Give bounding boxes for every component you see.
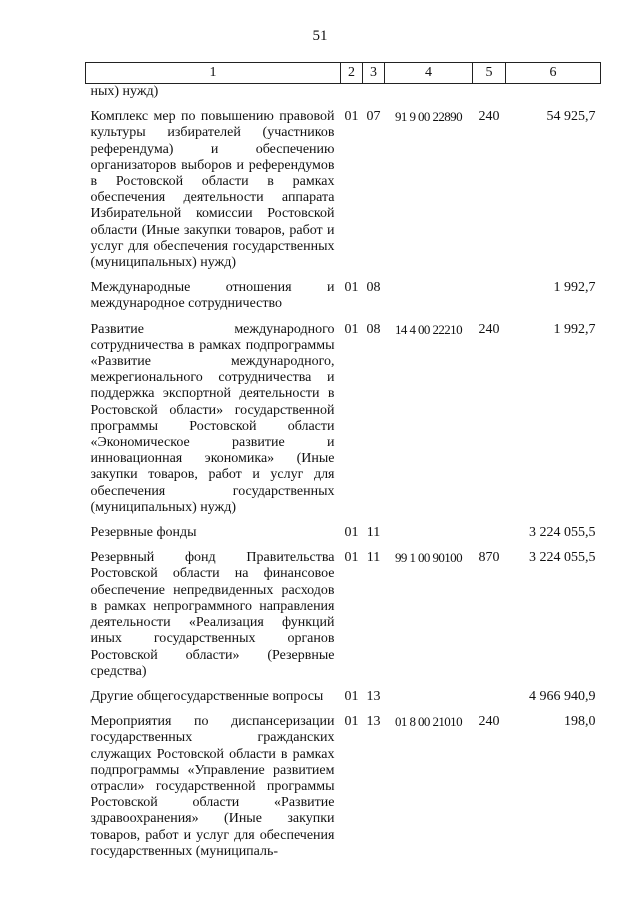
- expense-type-cell: [473, 689, 506, 714]
- expense-type-cell: 870: [478, 550, 500, 566]
- table-row: [86, 280, 601, 321]
- subsection-code-cell: 11: [366, 550, 381, 566]
- row-name-cell: Мероприятия по диспансеризации государственных гражданских служащих Ростовской области в рамках подпрограммы «Управление развитием отрасли» государственной программы Ростовской области «Развитие здравоохранения» (Иные закупки товаров, работ и услуг для обеспечения государственных (муниципаль-: [90, 714, 335, 859]
- table-row: [86, 689, 601, 714]
- column-header: 2: [341, 63, 363, 84]
- target-article-cell: [385, 280, 473, 321]
- amount-cell: 1 992,7: [553, 321, 596, 337]
- section-code-cell: 01: [344, 688, 359, 704]
- section-code-cell: 01: [344, 109, 359, 125]
- target-article-cell: 99 1 00 90100: [395, 550, 462, 566]
- column-header: 1: [86, 63, 341, 84]
- expense-type-cell: 240: [478, 109, 500, 125]
- column-header: 5: [473, 63, 506, 84]
- target-article-cell: 01 8 00 21010: [395, 714, 462, 730]
- section-code-cell: 01: [344, 714, 359, 730]
- budget-table: [85, 62, 601, 869]
- table-header-row: [86, 63, 601, 84]
- row-name-cell: Международные отношения и международное сотрудничество: [90, 280, 335, 312]
- table-row: [86, 714, 601, 869]
- target-article-cell: [385, 689, 473, 714]
- subsection-code-cell: 13: [366, 688, 381, 704]
- expense-type-cell: 240: [478, 321, 500, 337]
- amount-cell: 3 224 055,5: [529, 525, 596, 541]
- subsection-code-cell: 11: [366, 525, 381, 541]
- row-name-cell: ных) нужд): [90, 84, 159, 99]
- page-number: 51: [312, 28, 328, 44]
- amount-cell: 4 966 940,9: [529, 688, 596, 704]
- subsection-code-cell: 08: [366, 321, 381, 337]
- section-code-cell: 01: [344, 550, 359, 566]
- section-code-cell: 01: [344, 280, 359, 296]
- table-row: [86, 525, 601, 550]
- target-article-cell: [385, 84, 473, 110]
- expense-type-cell: [473, 84, 506, 110]
- expense-type-cell: [473, 280, 506, 321]
- subsection-code-cell: [363, 84, 385, 110]
- amount-cell: 54 925,7: [546, 109, 596, 125]
- row-name-cell: Другие общегосударственные вопросы: [90, 688, 324, 704]
- amount-cell: 198,0: [564, 714, 596, 730]
- column-header: 3: [363, 63, 385, 84]
- row-name-cell: Резервные фонды: [90, 525, 197, 541]
- amount-cell: 3 224 055,5: [529, 550, 596, 566]
- table-row: [86, 550, 601, 689]
- row-name-cell: Комплекс мер по повышению правовой культуры избирателей (участников референдума) и обеспечению организаторов выборов и референдумов в Ростовской области в рамках обеспечения деятельности аппарата Избирательной комиссии Ростовской области (Иные закупки товаров, работ и услуг для обеспечения государственных (муниципальных) нужд): [90, 109, 335, 271]
- table-body: [86, 84, 601, 869]
- section-code-cell: 01: [344, 525, 359, 541]
- subsection-code-cell: 13: [366, 714, 381, 730]
- subsection-code-cell: 08: [366, 280, 381, 296]
- column-header: 6: [506, 63, 601, 84]
- target-article-cell: 91 9 00 22890: [395, 109, 462, 125]
- table-row: [86, 109, 601, 280]
- column-header: 4: [385, 63, 473, 84]
- amount-cell: 1 992,7: [553, 280, 596, 296]
- target-article-cell: 14 4 00 22210: [395, 321, 462, 337]
- table-row: [86, 84, 601, 110]
- table-row: [86, 322, 601, 525]
- expense-type-cell: [473, 525, 506, 550]
- amount-cell: [506, 84, 601, 110]
- subsection-code-cell: 07: [366, 109, 381, 125]
- expense-type-cell: 240: [478, 714, 500, 730]
- section-code-cell: [341, 84, 363, 110]
- row-name-cell: Развитие международного сотрудничества в рамках подпрограммы «Развитие международного, межрегионального сотрудничества и поддержка экспортной деятельности в Ростовской области» государственной программы Ростовской области «Экономическое развитие и инновационная экономика» (Иные закупки товаров, работ и услуг для обеспечения государственных (муниципальных) нужд): [90, 321, 335, 515]
- row-name-cell: Резервный фонд Правительства Ростовской области на финансовое обеспечение непредвиденных расходов в рамках непрограммного направления деятельности «Реализация функций иных государственных органов Ростовской области» (Резервные средства): [90, 550, 335, 679]
- target-article-cell: [385, 525, 473, 550]
- section-code-cell: 01: [344, 321, 359, 337]
